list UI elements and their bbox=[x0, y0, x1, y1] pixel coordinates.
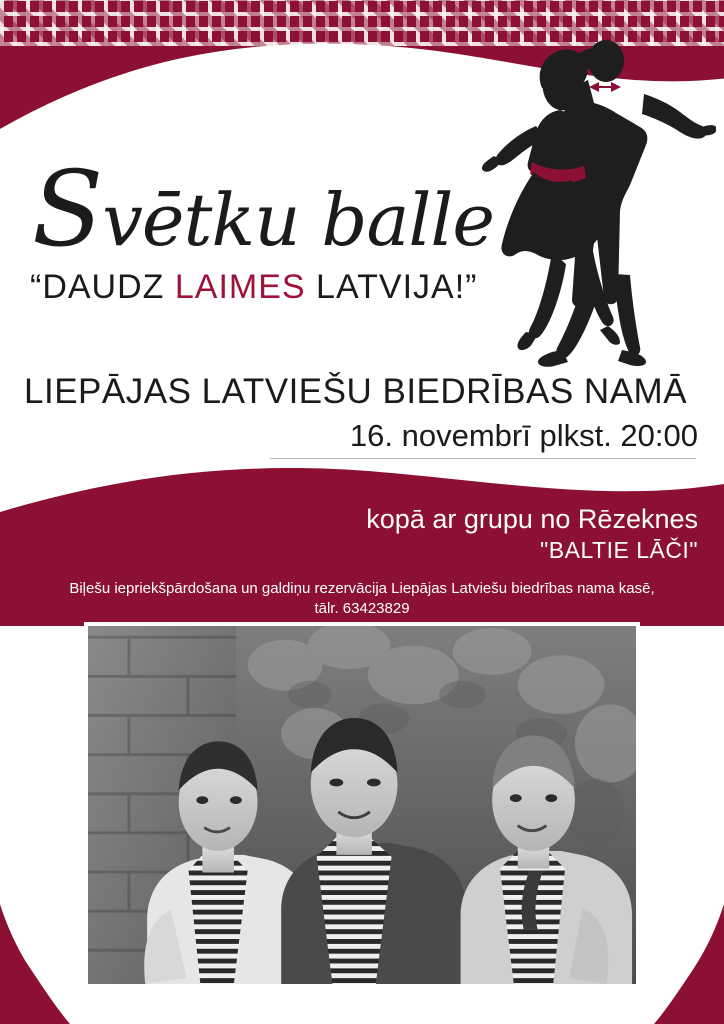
event-datetime: 16. novembrī plkst. 20:00 bbox=[349, 418, 698, 453]
band-intro-text: kopā ar grupu no Rēzeknes bbox=[366, 504, 698, 534]
divider bbox=[270, 458, 696, 459]
band-trio-photo bbox=[88, 626, 636, 984]
bottom-right-ornament-shape bbox=[654, 904, 724, 1024]
subtitle-suffix: LATVIJA!” bbox=[305, 268, 478, 306]
bottom-left-ornament bbox=[0, 904, 70, 1024]
dancing-couple-silhouette-icon bbox=[456, 22, 716, 382]
subtitle bbox=[30, 268, 477, 307]
ticket-info-line-1: Biļešu iepriekšpārdošana un galdiņu rezervācija Liepājas Latviešu biedrības nama kasē, bbox=[69, 580, 655, 597]
photo-frame bbox=[84, 622, 640, 988]
bottom-right-ornament bbox=[654, 904, 724, 1024]
page-title-rest: vētku balle bbox=[102, 178, 495, 262]
bottom-left-ornament-shape bbox=[0, 904, 70, 1024]
venue-name: LIEPĀJAS LATVIEŠU BIEDRĪBAS NAMĀ bbox=[24, 372, 688, 411]
ticket-info-line-2: tālr. 63423829 bbox=[314, 600, 410, 618]
page-title bbox=[32, 148, 495, 270]
page-title-initial: S bbox=[32, 148, 103, 270]
ticket-info bbox=[0, 579, 724, 620]
subtitle-prefix: “DAUDZ bbox=[30, 268, 175, 306]
subtitle-accent: LAIMES bbox=[174, 268, 306, 306]
band-name: "BALTIE LĀČI" bbox=[540, 537, 698, 563]
